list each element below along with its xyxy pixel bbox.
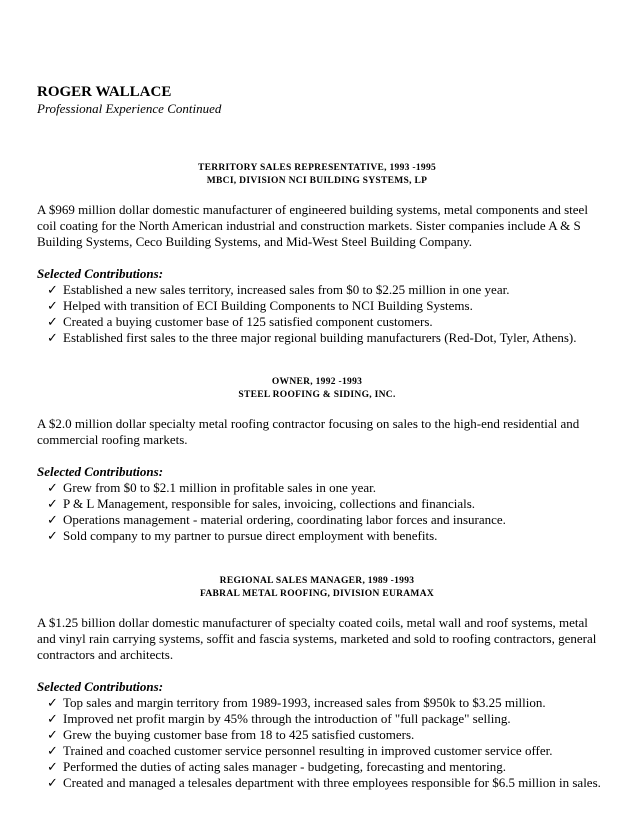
contributions-list: [37, 695, 601, 791]
contributions-label: Selected Contributions:: [37, 679, 164, 694]
contributions-list: [37, 480, 597, 544]
contribution-text: Helped with transition of ECI Building Components to NCI Building Systems.: [63, 298, 473, 313]
contribution-item: [47, 759, 597, 775]
job-description: A $2.0 million dollar specialty metal roofing contractor focusing on sales to the high-end residential and commercial roofing markets.: [37, 416, 580, 447]
contribution-item: [47, 480, 597, 496]
job-section: [37, 376, 597, 544]
contribution-text: Sold company to my partner to pursue direct employment with benefits.: [63, 528, 438, 543]
contribution-item: [47, 314, 597, 330]
contribution-text: Grew the buying customer base from 18 to 425 satisfied customers.: [63, 727, 415, 742]
contribution-item: [47, 298, 597, 314]
contribution-text: Trained and coached customer service personnel resulting in improved customer service offer.: [63, 743, 553, 758]
contribution-item: [47, 727, 597, 743]
job-description: A $1.25 billion dollar domestic manufacturer of specialty coated coils, metal wall and roof systems, metal and vinyl rain carrying systems, soffit and fascia systems, marketed and sold to roofing contractors, general contractors and architects.: [37, 615, 597, 662]
job-section: [37, 575, 601, 791]
contribution-text: Established a new sales territory, increased sales from $0 to $2.25 million in one year.: [63, 282, 510, 297]
contributions-label: Selected Contributions:: [37, 464, 164, 479]
check-icon: ✓: [47, 695, 58, 710]
job-company: MBCI, DIVISION NCI BUILDING SYSTEMS, LP: [206, 176, 428, 186]
contribution-item: [47, 496, 597, 512]
check-icon: ✓: [47, 711, 58, 726]
contributions-label: Selected Contributions:: [37, 266, 164, 281]
check-icon: ✓: [47, 775, 58, 790]
resume-name: ROGER WALLACE: [37, 84, 172, 100]
contribution-item: [47, 743, 597, 759]
contribution-text: P & L Management, responsible for sales, invoicing, collections and financials.: [63, 496, 476, 511]
check-icon: ✓: [47, 496, 58, 511]
job-company: STEEL ROOFING & SIDING, INC.: [238, 390, 396, 400]
contribution-item: [47, 711, 597, 727]
check-icon: ✓: [47, 480, 58, 495]
job-title: TERRITORY SALES REPRESENTATIVE, 1993 -1995: [197, 163, 437, 173]
check-icon: ✓: [47, 528, 58, 543]
contribution-item: [47, 282, 597, 298]
check-icon: ✓: [47, 282, 58, 297]
contribution-item: [47, 512, 597, 528]
job-company: FABRAL METAL ROOFING, DIVISION EURAMAX: [199, 589, 435, 599]
job-section: [37, 162, 597, 346]
contributions-list: [37, 282, 597, 346]
check-icon: ✓: [47, 314, 58, 329]
contribution-text: Operations management - material ordering, coordinating labor forces and insurance.: [63, 512, 506, 527]
check-icon: ✓: [47, 759, 58, 774]
check-icon: ✓: [47, 512, 58, 527]
check-icon: ✓: [47, 330, 58, 345]
resume-page: [37, 83, 601, 791]
contribution-text: Improved net profit margin by 45% through the introduction of "full package" selling.: [63, 711, 511, 726]
job-title: REGIONAL SALES MANAGER, 1989 -1993: [219, 576, 415, 586]
contribution-text: Grew from $0 to $2.1 million in profitable sales in one year.: [63, 480, 377, 495]
check-icon: ✓: [47, 727, 58, 742]
contribution-text: Created and managed a telesales department with three employees responsible for $6.5 million in sales.: [63, 775, 601, 790]
resume-subtitle: Professional Experience Continued: [37, 101, 222, 116]
contribution-item: [47, 775, 601, 791]
contribution-item: [47, 528, 597, 544]
contribution-item: [47, 330, 597, 346]
job-description: A $969 million dollar domestic manufacturer of engineered building systems, metal components and steel coil coating for the North American industrial and construction markets. Sister companies include A & S Building Systems, Ceco Building Systems, and Mid-West Steel Building Company.: [37, 202, 588, 249]
contribution-text: Top sales and margin territory from 1989-1993, increased sales from $950k to $3.25 million.: [63, 695, 546, 710]
contribution-text: Performed the duties of acting sales manager - budgeting, forecasting and mentoring.: [63, 759, 506, 774]
job-title: OWNER, 1992 -1993: [271, 377, 363, 387]
check-icon: ✓: [47, 298, 58, 313]
check-icon: ✓: [47, 743, 58, 758]
contribution-item: [47, 695, 597, 711]
contribution-text: Created a buying customer base of 125 satisfied component customers.: [63, 314, 433, 329]
contribution-text: Established first sales to the three major regional building manufacturers (Red-Dot, Tyler, Athens).: [63, 330, 577, 345]
